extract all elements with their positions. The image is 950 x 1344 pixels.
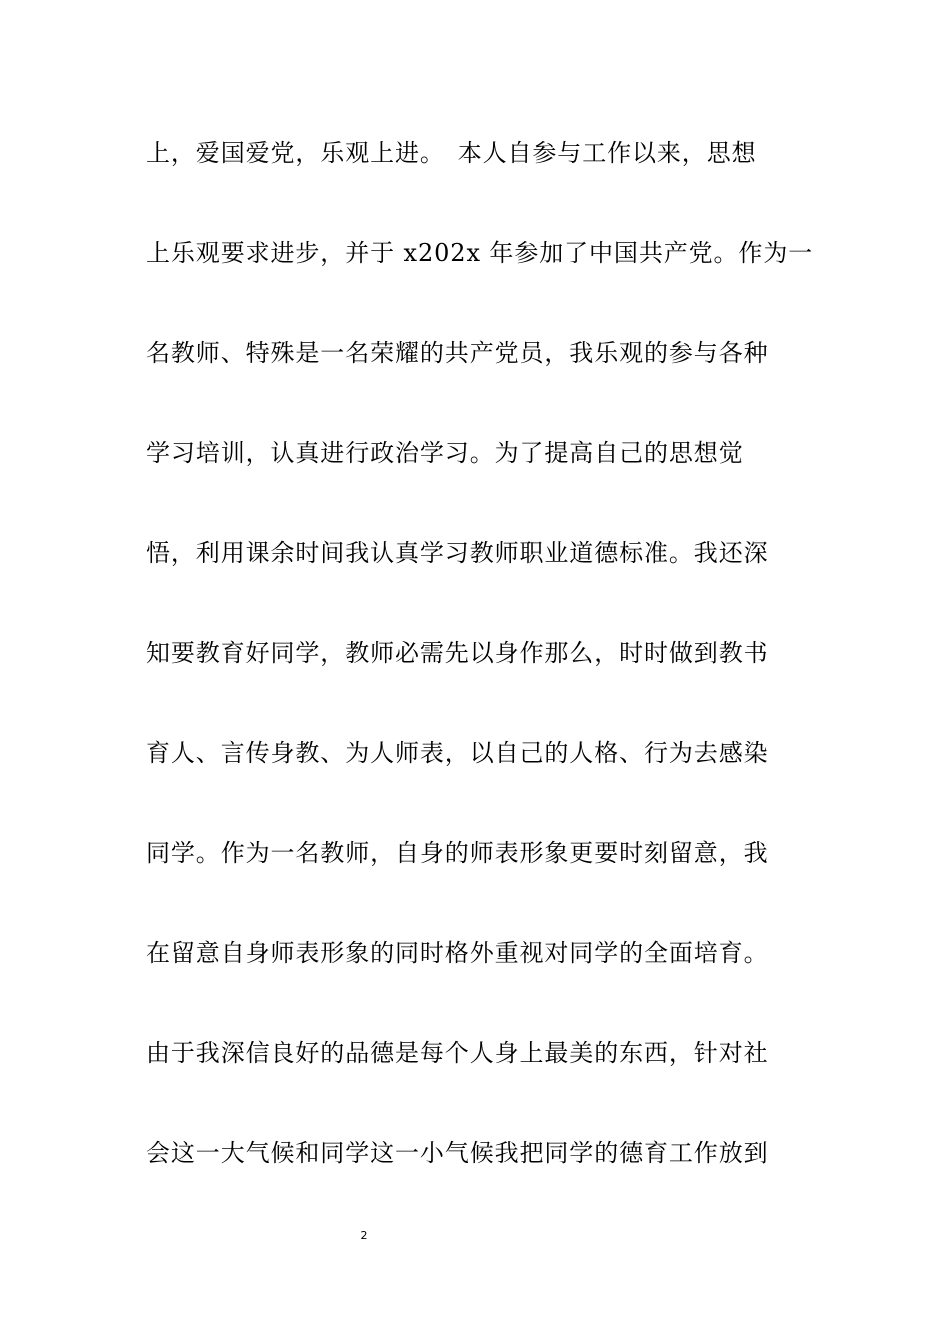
page-number: 2: [360, 1229, 368, 1242]
body-text: [146, 126, 814, 1226]
text-line-3: 名教师、特殊是一名荣耀的共产党员，我乐观的参与各种: [146, 339, 769, 367]
text-line-7: 育人、言传身教、为人师表，以自己的人格、行为去感染: [146, 739, 769, 767]
text-line-8: 同学。作为一名教师，自身的师表形象更要时刻留意，我: [146, 839, 769, 867]
text-line-2: 上乐观要求进步，并于 x202x 年参加了中国共产党。作为一: [146, 239, 814, 267]
text-line-10: 由于我深信良好的品德是每个人身上最美的东西，针对社: [146, 1039, 769, 1067]
text-line-9: 在留意自身师表形象的同时格外重视对同学的全面培育。: [146, 939, 769, 967]
text-line-1: 上，爱国爱党，乐观上进。 本人自参与工作以来，思想: [146, 139, 757, 167]
text-line-6: 知要教育好同学，教师必需先以身作那么，时时做到教书: [146, 639, 769, 667]
text-line-5: 悟，利用课余时间我认真学习教师职业道德标准。我还深: [146, 539, 769, 567]
text-line-4: 学习培训，认真进行政治学习。为了提高自己的思想觉: [146, 439, 744, 467]
text-line-11: 会这一大气候和同学这一小气候我把同学的德育工作放到: [146, 1139, 769, 1167]
